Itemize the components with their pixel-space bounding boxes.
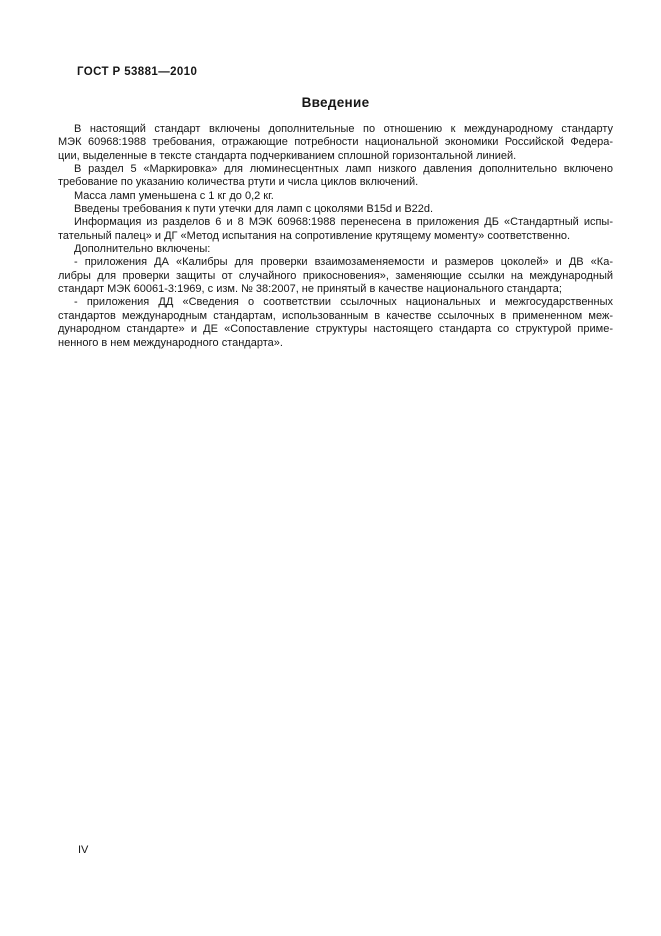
paragraph-line: либры для проверки защиты от случайного прикосновения», заменяющие ссылки на международный bbox=[58, 269, 613, 282]
paragraph-line: - приложения ДА «Калибры для проверки взаимозаменяемости и размеров цоколей» и ДВ «Ка- bbox=[74, 256, 613, 269]
paragraph-line: Масса ламп уменьшена с 1 кг до 0,2 кг. bbox=[74, 189, 274, 202]
paragraph-line: - приложения ДД «Сведения о соответствии ссылочных национальных и межгосударственных bbox=[74, 296, 613, 309]
paragraph-line: дународном стандарте» и ДЕ «Сопоставление структуры настоящего стандарта со структурой приме- bbox=[58, 323, 613, 336]
paragraph-line: стандарт МЭК 60061-3:1969, с изм. № 38:2007, не принятый в качестве национального стандарта; bbox=[58, 283, 562, 296]
paragraph-line: ненного в нем международного стандарта». bbox=[58, 336, 283, 349]
paragraph-line: стандартов международным стандартам, использованным в качестве ссылочных в примененном меж- bbox=[58, 309, 613, 322]
document-body bbox=[58, 123, 613, 350]
paragraph-line: В настоящий стандарт включены дополнительные по отношению к международному стандарту bbox=[74, 123, 613, 135]
paragraph-line: Введены требования к пути утечки для ламп с цоколями B15d и B22d. bbox=[74, 203, 434, 216]
paragraph-line: ции, выделенные в тексте стандарта подчеркиванием сплошной горизонтальной линией. bbox=[58, 149, 517, 162]
paragraph-line: Информация из разделов 6 и 8 МЭК 60968:1988 перенесена в приложения ДБ «Стандартный испы- bbox=[74, 216, 613, 229]
paragraph-line: В раздел 5 «Маркировка» для люминесцентных ламп низкого давления дополнительно включено bbox=[74, 163, 613, 176]
paragraph-line: Дополнительно включены: bbox=[74, 243, 211, 256]
standard-code-header: ГОСТ Р 53881—2010 bbox=[77, 66, 198, 78]
paragraph-line: тательный палец» и ДГ «Метод испытания на сопротивление крутящему моменту» соответственно. bbox=[58, 229, 571, 242]
section-title: Введение bbox=[301, 95, 370, 110]
paragraph-line: МЭК 60968:1988 требования, отражающие потребности национальной экономики Российской Федера- bbox=[58, 136, 613, 149]
paragraph-line: требование по указанию количества ртути и числа циклов включений. bbox=[58, 176, 419, 189]
page-number: IV bbox=[78, 844, 89, 856]
